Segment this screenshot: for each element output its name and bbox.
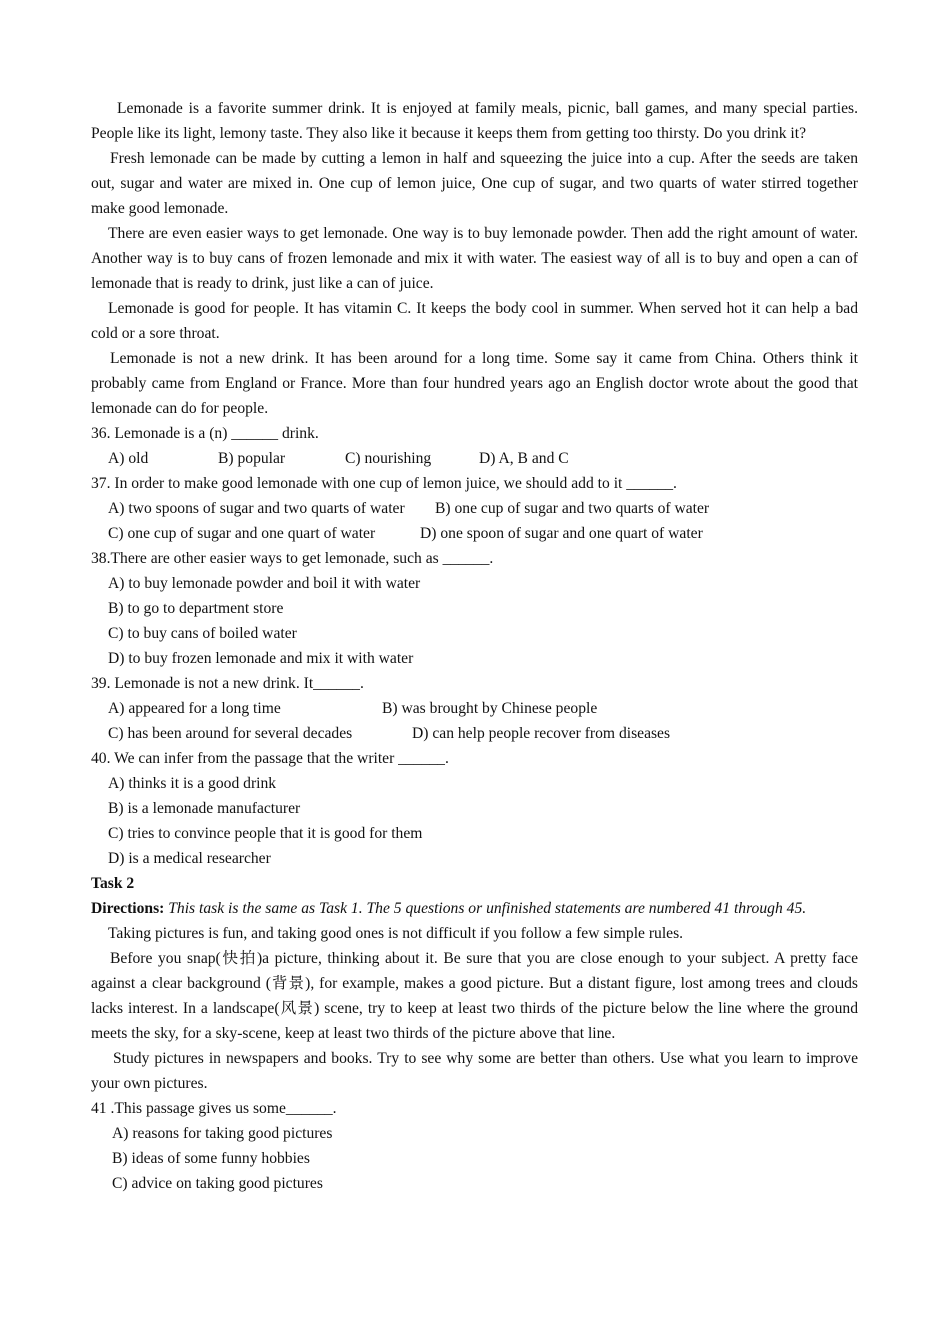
task-2-heading: Task 2 xyxy=(91,875,135,892)
passage2-paragraph-3: Study pictures in newspapers and books. Try to see why some are better than others. Use what you learn to improve your own pictures. xyxy=(91,1050,858,1092)
question-40-option-b: B) is a lemonade manufacturer xyxy=(108,800,301,817)
question-36-option-d: D) A, B and C xyxy=(479,450,569,467)
passage2-paragraph-1: Taking pictures is fun, and taking good ones is not difficult if you follow a few simple rules. xyxy=(108,925,684,942)
document-page xyxy=(91,96,858,1196)
question-38-stem: 38.There are other easier ways to get lemonade, such as ______. xyxy=(91,550,494,567)
question-39-option-a: A) appeared for a long time xyxy=(108,700,281,717)
question-41-option-a: A) reasons for taking good pictures xyxy=(112,1125,333,1142)
question-37-option-c: C) one cup of sugar and one quart of water xyxy=(108,525,376,542)
question-39-option-b: B) was brought by Chinese people xyxy=(382,700,598,717)
question-39-option-d: D) can help people recover from diseases xyxy=(412,725,671,742)
passage2-paragraph-2: Before you snap(快拍)a picture, thinking about it. Be sure that you are close enough to your subject. A pretty face against a clear background (背景), for example, makes a good picture. But a distant figure, lost among trees and clouds lacks interest. In a landscape(风景) scene, try to keep at least two thirds of the picture below the line where the ground meets the sky, for a sky-scene, keep at least two thirds of the picture above that line. xyxy=(91,950,858,1042)
question-36-option-c: C) nourishing xyxy=(345,450,432,467)
question-40-option-a: A) thinks it is a good drink xyxy=(108,775,277,792)
question-41-stem: 41 .This passage gives us some______. xyxy=(91,1100,337,1117)
passage1-paragraph-2: Fresh lemonade can be made by cutting a lemon in half and squeezing the juice into a cup. After the seeds are taken out, sugar and water are mixed in. One cup of lemon juice, One cup of sugar, and two quarts of water stirred together make good lemonade. xyxy=(91,150,858,217)
question-40-option-d: D) is a medical researcher xyxy=(108,850,271,867)
question-39-options-row-2 xyxy=(91,721,858,746)
question-37-option-a: A) two spoons of sugar and two quarts of water xyxy=(108,500,405,517)
question-41-option-b: B) ideas of some funny hobbies xyxy=(112,1150,310,1167)
question-37-option-d: D) one spoon of sugar and one quart of water xyxy=(420,525,703,542)
question-38-option-c: C) to buy cans of boiled water xyxy=(108,625,297,642)
question-38-option-a: A) to buy lemonade powder and boil it with water xyxy=(108,575,421,592)
question-40-stem: 40. We can infer from the passage that the writer ______. xyxy=(91,750,449,767)
question-37-stem: 37. In order to make good lemonade with one cup of lemon juice, we should add to it ______. xyxy=(91,475,677,492)
question-40-option-c: C) tries to convince people that it is good for them xyxy=(108,825,423,842)
directions-text: This task is the same as Task 1. The 5 questions or unfinished statements are numbered 41 through 45. xyxy=(164,900,807,917)
question-36-options xyxy=(91,446,858,471)
passage1-paragraph-1: Lemonade is a favorite summer drink. It is enjoyed at family meals, picnic, ball games, and many special parties. People like its light, lemony taste. They also like it because it keeps them from getting too thirsty. Do you drink it? xyxy=(91,100,858,142)
question-37-options-row-2 xyxy=(91,521,858,546)
question-36-option-b: B) popular xyxy=(218,450,286,467)
passage1-paragraph-4: Lemonade is good for people. It has vitamin C. It keeps the body cool in summer. When served hot it can help a bad cold or a sore throat. xyxy=(91,300,858,342)
passage1-paragraph-3: There are even easier ways to get lemonade. One way is to buy lemonade powder. Then add the right amount of water. Another way is to buy cans of frozen lemonade and mix it with water. The easiest way of all is to buy and open a can of lemonade that is ready to drink, just like a can of juice. xyxy=(91,225,858,292)
passage1-paragraph-5: Lemonade is not a new drink. It has been around for a long time. Some say it came from China. Others think it probably came from England or France. More than four hundred years ago an English doctor wrote about the good that lemonade can do for people. xyxy=(91,350,858,417)
question-39-stem: 39. Lemonade is not a new drink. It______. xyxy=(91,675,364,692)
question-38-option-b: B) to go to department store xyxy=(108,600,284,617)
directions-label: Directions: xyxy=(91,900,165,917)
task-2-directions xyxy=(91,896,858,921)
question-39-option-c: C) has been around for several decades xyxy=(108,725,353,742)
question-37-options-row-1 xyxy=(91,496,858,521)
question-37-option-b: B) one cup of sugar and two quarts of water xyxy=(435,500,710,517)
question-36-option-a: A) old xyxy=(108,450,149,467)
question-36-stem: 36. Lemonade is a (n) ______ drink. xyxy=(91,425,319,442)
question-41-option-c: C) advice on taking good pictures xyxy=(112,1175,323,1192)
question-38-option-d: D) to buy frozen lemonade and mix it with water xyxy=(108,650,414,667)
question-39-options-row-1 xyxy=(91,696,858,721)
